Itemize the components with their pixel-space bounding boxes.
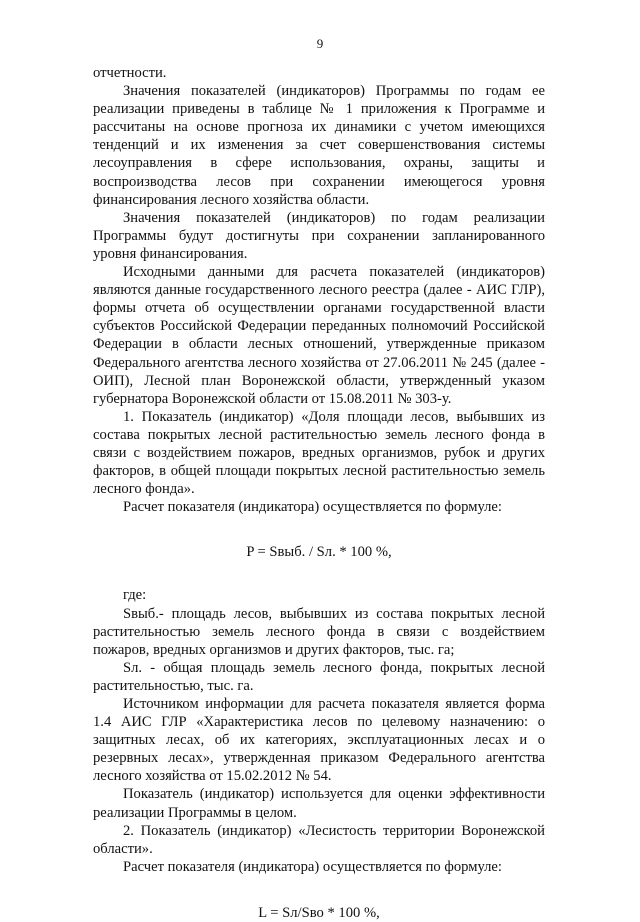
paragraph: где: bbox=[123, 587, 147, 604]
paragraph: Показатель (индикатор) используется для оценки эффективности реализации Программы в целом. bbox=[93, 786, 545, 821]
paragraph: Расчет показателя (индикатора) осуществляется по формуле: bbox=[123, 858, 502, 875]
formula-p: P = Sвыб. / Sл. * 100 %, bbox=[246, 544, 392, 561]
paragraph: Расчет показателя (индикатора) осуществляется по формуле: bbox=[123, 499, 502, 516]
page-number: 9 bbox=[316, 36, 324, 51]
paragraph: 1. Показатель (индикатор) «Доля площади лесов, выбывших из состава покрытых лесной растительностью земель лесного фонда в связи с воздействием пожаров, вредных организмов, рубок и других факторов, в общей площади покрытых лесной растительностью земель лесного фонда». bbox=[93, 408, 545, 498]
paragraph: Значения показателей (индикаторов) по годам реализации Программы будут достигнуты при сохранении запланированного уровня финансирования. bbox=[93, 209, 545, 262]
definition-s-l: Sл. - общая площадь земель лесного фонда, покрытых лесной растительностью, тыс. га. bbox=[93, 659, 545, 694]
paragraph: Источником информации для расчета показателя является форма 1.4 АИС ГЛР «Характеристика лесов по целевому назначению: о защитных лесах, об их категориях, эксплуатационных лесах и о резервных лесах», утвержденная приказом Федерального агентства лесного хозяйства от 15.02.2012 № 54. bbox=[93, 696, 545, 785]
definition-s-vyb: Sвыб.- площадь лесов, выбывших из состава покрытых лесной растительностью земель лесного фонда в связи с воздействием пожаров, вредных организмов и других факторов, тыс. га; bbox=[93, 605, 545, 658]
formula-l: L = Sл/Sво * 100 %, bbox=[258, 904, 380, 921]
paragraph: Значения показателей (индикаторов) Программы по годам ее реализации приведены в таблице № 1 приложения к Программе и рассчитаны на основе прогноза их динамики с учетом имеющихся тенденций и их изменения за счет совершенствования системы лесоуправления в сфере использования, охраны, защиты и воспроизводства лесов при сохранении имеющегося уровня финансирования лесного хозяйства области. bbox=[93, 83, 545, 208]
paragraph: отчетности. bbox=[93, 65, 167, 81]
paragraph: 2. Показатель (индикатор) «Лесистость территории Воронежской области». bbox=[93, 822, 545, 857]
document-body bbox=[93, 64, 545, 922]
paragraph: Исходными данными для расчета показателей (индикаторов) являются данные государственного лесного реестра (далее - АИС ГЛР), формы отчета об осуществлении органами государственной власти субъектов Российской Федерации переданных полномочий Российской Федерации в области лесных отношений, утвержденные приказом Федерального агентства лесного хозяйства от 27.06.2011 № 245 (далее - ОИП), Лесной план Воронежской области, утвержденный указом губернатора Воронежской области от 15.08.2011 № 303-у. bbox=[93, 264, 545, 407]
